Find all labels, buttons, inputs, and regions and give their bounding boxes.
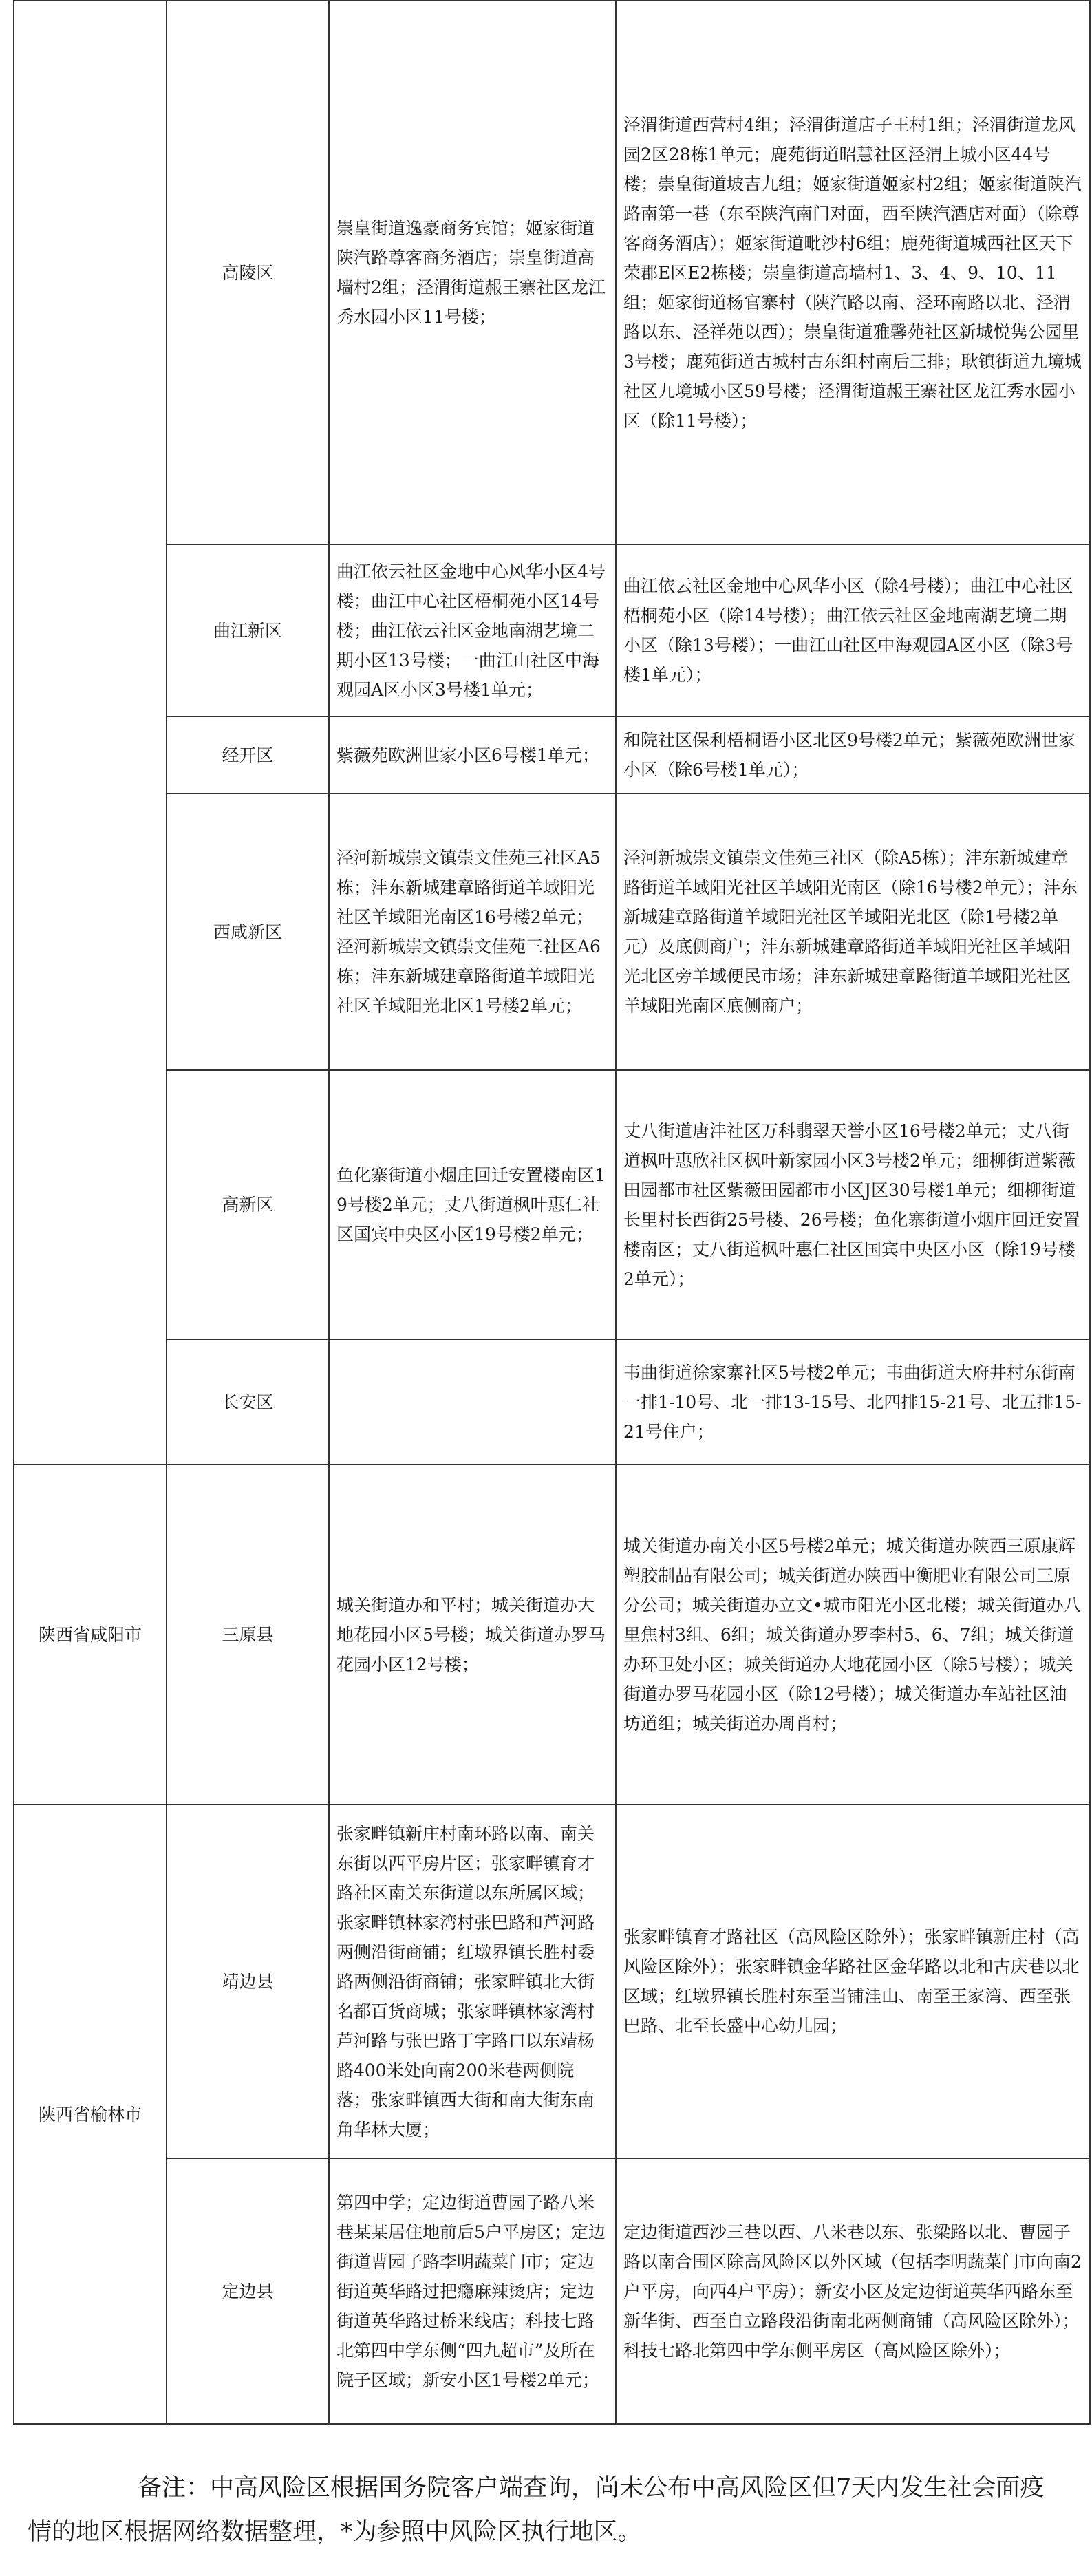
district-cell: 高新区 [167,1070,329,1339]
mid-risk-cell: 泾河新城崇文镇崇文佳苑三社区（除A5栋）；沣东新城建章路街道羊域阳光社区羊域阳光南区（除16号楼2单元）；沣东新城建章路街道羊域阳光社区羊域阳光北区（除1号楼2单元）及底侧商户；沣东新城建章路街道羊域阳光社区羊域阳光北区旁羊域便民市场；沣东新城建章路街道羊域阳光社区羊域阳光南区底侧商户； [616,794,1090,1070]
high-risk-cell: 鱼化寨街道小烟庄回迁安置楼南区19号楼2单元；丈八街道枫叶惠仁社区国宾中央区小区19号楼2单元； [329,1070,616,1339]
district-cell: 西咸新区 [167,794,329,1070]
table-row [14,1070,1090,1339]
footnote: 备注：中高风险区根据国务院客户端查询，尚未公布中高风险区但7天内发生社会面疫情的地区根据网络数据整理，*为参照中风险区执行地区。 [28,2474,1045,2546]
high-risk-cell: 紫薇苑欧洲世家小区6号楼1单元； [329,716,616,794]
mid-risk-cell: 城关街道办南关小区5号楼2单元；城关街道办陕西三原康辉塑胶制品有限公司；城关街道办陕西中衡肥业有限公司三原分公司；城关街道办立文•城市阳光小区北楼；城关街道办八里焦村3组、6组；城关街道办罗李村5、6、7组；城关街道办环卫处小区；城关街道办大地花园小区（除5号楼）；城关街道办罗马花园小区（除12号楼）；城关街道办车站社区油坊道组；城关街道办周肖村； [616,1465,1090,1805]
district-cell: 经开区 [167,716,329,794]
mid-risk-cell: 丈八街道唐沣社区万科翡翠天誉小区16号楼2单元；丈八街道枫叶惠欣社区枫叶新家园小区3号楼2单元；细柳街道紫薇田园都市社区紫薇田园都市小区J区30号楼1单元；细柳街道长里村长西街25号楼、26号楼；鱼化寨街道小烟庄回迁安置楼南区；丈八街道枫叶惠仁社区国宾中央区小区（除19号楼2单元）； [616,1070,1090,1339]
city-cell [14,1,167,1465]
district-cell: 高陵区 [167,1,329,544]
table-row [14,1805,1090,2158]
table-row [14,1339,1090,1465]
district-cell: 长安区 [167,1339,329,1465]
mid-risk-cell: 张家畔镇育才路社区（高风险区除外）；张家畔镇新庄村（高风险区除外）；张家畔镇金华路社区金华路以北和古庆巷以北区域；红墩界镇长胜村东至当铺洼山、南至王家湾、西至张巴路、北至长盛中心幼儿园； [616,1805,1090,2158]
high-risk-cell: 第四中学；定边街道曹园子路八米巷某某居住地前后5户平房区；定边街道曹园子路李明蔬菜门市；定边街道英华路过把瘾麻辣烫店；定边街道英华路过桥米线店；科技七路北第四中学东侧“四九超市”及所在院子区域；新安小区1号楼2单元； [329,2158,616,2424]
high-risk-cell: 曲江依云社区金地中心风华小区4号楼；曲江中心社区梧桐苑小区14号楼；曲江依云社区金地南湖艺境二期小区13号楼；一曲江山社区中海观园A区小区3号楼1单元； [329,544,616,716]
table-row [14,1465,1090,1805]
mid-risk-cell: 曲江依云社区金地中心风华小区（除4号楼）；曲江中心社区梧桐苑小区（除14号楼）；曲江依云社区金地南湖艺境二期小区（除13号楼）；一曲江山社区中海观园A区小区（除3号楼1单元）； [616,544,1090,716]
high-risk-cell [329,1339,616,1465]
mid-risk-cell: 定边街道西沙三巷以西、八米巷以东、张梁路以北、曹园子路以南合围区除高风险区以外区域（包括李明蔬菜门市向南2户平房，向西4户平房）；新安小区及定边街道英华西路东至新华街、西至自立路段沿街南北两侧商铺（高风险区除外）；科技七路北第四中学东侧平房区（高风险区除外）； [616,2158,1090,2424]
high-risk-cell: 城关街道办和平村；城关街道办大地花园小区5号楼；城关街道办罗马花园小区12号楼； [329,1465,616,1805]
mid-risk-cell: 和院社区保利梧桐语小区北区9号楼2单元；紫薇苑欧洲世家小区（除6号楼1单元）； [616,716,1090,794]
table-row [14,716,1090,794]
city-cell: 陕西省榆林市 [14,1805,167,2424]
table-row [14,544,1090,716]
city-cell: 陕西省咸阳市 [14,1465,167,1805]
table-row [14,1,1090,544]
mid-risk-cell: 韦曲街道徐家寨社区5号楼2单元；韦曲街道大府井村东街南一排1-10号、北一排13-15号、北四排15-21号、北五排15-21号住户； [616,1339,1090,1465]
high-risk-cell: 泾河新城崇文镇崇文佳苑三社区A5栋；沣东新城建章路街道羊域阳光社区羊域阳光南区16号楼2单元；泾河新城崇文镇崇文佳苑三社区A6栋；沣东新城建章路街道羊域阳光社区羊域阳光北区1号楼2单元； [329,794,616,1070]
high-risk-cell: 张家畔镇新庄村南环路以南、南关东街以西平房片区；张家畔镇育才路社区南关东街道以东所属区域；张家畔镇林家湾村张巴路和芦河路两侧沿街商铺；红墩界镇长胜村委路两侧沿街商铺；张家畔镇北大街名都百货商城；张家畔镇林家湾村芦河路与张巴路丁字路口以东靖杨路400米处向南200米巷两侧院落；张家畔镇西大街和南大街东南角华林大厦； [329,1805,616,2158]
high-risk-cell: 崇皇街道逸豪商务宾馆；姬家街道陕汽路尊客商务酒店；崇皇街道高墙村2组；泾渭街道赧王寨社区龙江秀水园小区11号楼； [329,1,616,544]
mid-risk-cell: 泾渭街道西营村4组；泾渭街道店子王村1组；泾渭街道龙风园2区28栋1单元；鹿苑街道昭慧社区泾渭上城小区44号楼；崇皇街道坡吉九组；姬家街道姬家村2组；姬家街道陕汽路南第一巷（东至陕汽南门对面，西至陕汽酒店对面）（除尊客商务酒店）；姬家街道毗沙村6组；鹿苑街道城西社区天下荣郡E区E2栋楼；崇皇街道高墙村1、3、4、9、10、11组；姬家街道杨官寨村（陕汽路以南、泾环南路以北、泾渭路以东、泾祥苑以西）；崇皇街道雅馨苑社区新城悦隽公园里3号楼；鹿苑街道古城村古东组村南后三排；耿镇街道九境城社区九境城小区59号楼；泾渭街道赧王寨社区龙江秀水园小区（除11号楼）； [616,1,1090,544]
district-cell: 曲江新区 [167,544,329,716]
table-row [14,794,1090,1070]
district-cell: 靖边县 [167,1805,329,2158]
table-row [14,2158,1090,2424]
risk-area-table [13,0,1091,2425]
district-cell: 定边县 [167,2158,329,2424]
district-cell: 三原县 [167,1465,329,1805]
